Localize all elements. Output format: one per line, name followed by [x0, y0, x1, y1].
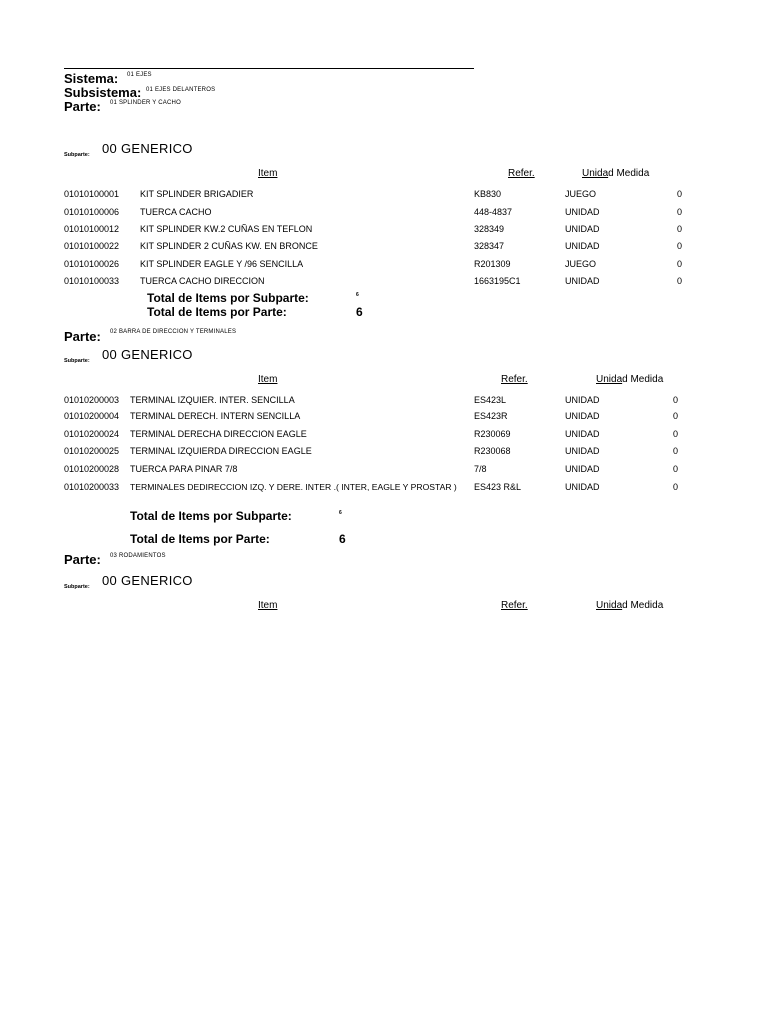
item-code: 01010200004 — [64, 411, 120, 421]
parte-value: 01 SPLINDER Y CACHO — [110, 100, 181, 106]
item-quantity: 0 — [677, 189, 683, 199]
col-header-unidad: Unidad Medida — [596, 374, 664, 385]
total-subparte-value: 6 — [339, 510, 342, 516]
item-code: 01010200003 — [64, 395, 120, 405]
sistema-value: 01 EJES — [127, 72, 152, 78]
item-quantity: 0 — [673, 395, 679, 405]
item-reference: R230068 — [474, 446, 511, 456]
item-unit: UNIDAD — [565, 395, 600, 405]
subparte-label: Subparte: — [64, 584, 90, 590]
parte-label: Parte: — [64, 329, 101, 344]
item-unit: UNIDAD — [565, 411, 600, 421]
item-unit: UNIDAD — [565, 482, 600, 492]
item-quantity: 0 — [673, 482, 679, 492]
item-quantity: 0 — [677, 224, 683, 234]
parte-value: 03 RODAMIENTOS — [110, 553, 166, 559]
item-reference: 328349 — [474, 224, 505, 234]
item-reference: 7/8 — [474, 464, 487, 474]
item-quantity: 0 — [673, 446, 679, 456]
subparte-value: 00 GENERICO — [102, 141, 193, 156]
item-description: TERMINAL DERECH. INTERN SENCILLA — [130, 411, 301, 421]
item-unit: UNIDAD — [565, 446, 600, 456]
item-description: TUERCA CACHO DIRECCION — [140, 276, 265, 286]
item-reference: KB830 — [474, 189, 502, 199]
item-reference: 328347 — [474, 241, 505, 251]
item-description: KIT SPLINDER BRIGADIER — [140, 189, 254, 199]
item-unit: JUEGO — [565, 259, 597, 269]
item-quantity: 0 — [673, 464, 679, 474]
item-code: 01010100026 — [64, 259, 120, 269]
item-description: KIT SPLINDER 2 CUÑAS KW. EN BRONCE — [140, 241, 318, 251]
item-description: KIT SPLINDER EAGLE Y /96 SENCILLA — [140, 259, 304, 269]
item-reference: R201309 — [474, 259, 511, 269]
sistema-label: Sistema: — [64, 71, 119, 86]
total-parte-label: Total de Items por Parte: — [147, 305, 287, 319]
subparte-value: 00 GENERICO — [102, 573, 193, 588]
total-subparte-label: Total de Items por Subparte: — [147, 291, 309, 305]
item-reference: ES423R — [474, 411, 508, 421]
col-header-refer: Refer. — [501, 374, 528, 385]
item-code: 01010200028 — [64, 464, 120, 474]
item-reference: ES423L — [474, 395, 507, 405]
subparte-label: Subparte: — [64, 358, 90, 364]
total-parte-value: 6 — [339, 532, 346, 546]
item-quantity: 0 — [677, 207, 683, 217]
total-parte-label: Total de Items por Parte: — [130, 532, 270, 546]
item-reference: 448-4837 — [474, 207, 513, 217]
col-header-unidad: Unidad Medida — [596, 600, 664, 611]
item-unit: UNIDAD — [565, 276, 600, 286]
col-header-refer: Refer. — [508, 168, 535, 179]
parte-value: 02 BARRA DE DIRECCION Y TERMINALES — [110, 329, 237, 335]
total-subparte-value: 6 — [356, 292, 359, 298]
item-quantity: 0 — [677, 276, 683, 286]
item-quantity: 0 — [673, 411, 679, 421]
col-header-item: Item — [258, 374, 278, 385]
item-unit: JUEGO — [565, 189, 597, 199]
item-code: 01010200025 — [64, 446, 120, 456]
subsistema-label: Subsistema: — [64, 85, 142, 100]
item-description: TUERCA PARA PINAR 7/8 — [130, 464, 238, 474]
col-header-unidad: Unidad Medida — [582, 168, 650, 179]
item-code: 01010200024 — [64, 429, 120, 439]
item-description: TERMINAL IZQUIERDA DIRECCION EAGLE — [130, 446, 312, 456]
item-description: KIT SPLINDER KW.2 CUÑAS EN TEFLON — [140, 224, 313, 234]
item-unit: UNIDAD — [565, 464, 600, 474]
item-unit: UNIDAD — [565, 429, 600, 439]
total-parte-value: 6 — [356, 305, 363, 319]
header-rule — [64, 68, 474, 69]
item-quantity: 0 — [677, 241, 683, 251]
parte-label: Parte: — [64, 552, 101, 567]
item-reference: R230069 — [474, 429, 511, 439]
subparte-label: Subparte: — [64, 152, 90, 158]
item-code: 01010100001 — [64, 189, 120, 199]
item-description: TERMINALES DEDIRECCION IZQ. Y DERE. INTER .( INTER, EAGLE Y PROSTAR ) — [130, 482, 457, 492]
item-unit: UNIDAD — [565, 224, 600, 234]
item-description: TERMINAL DERECHA DIRECCION EAGLE — [130, 429, 307, 439]
parte-label: Parte: — [64, 99, 101, 114]
subparte-value: 00 GENERICO — [102, 347, 193, 362]
col-header-refer: Refer. — [501, 600, 528, 611]
col-header-item: Item — [258, 168, 278, 179]
item-quantity: 0 — [673, 429, 679, 439]
item-reference: 1663195C1 — [474, 276, 521, 286]
item-code: 01010100006 — [64, 207, 120, 217]
subsistema-value: 01 EJES DELANTEROS — [146, 87, 216, 93]
item-unit: UNIDAD — [565, 207, 600, 217]
total-subparte-label: Total de Items por Subparte: — [130, 509, 292, 523]
item-unit: UNIDAD — [565, 241, 600, 251]
item-quantity: 0 — [677, 259, 683, 269]
item-reference: ES423 R&L — [474, 482, 522, 492]
item-code: 01010100012 — [64, 224, 120, 234]
col-header-item: Item — [258, 600, 278, 611]
item-code: 01010100022 — [64, 241, 120, 251]
item-description: TERMINAL IZQUIER. INTER. SENCILLA — [130, 395, 295, 405]
item-description: TUERCA CACHO — [140, 207, 212, 217]
item-code: 01010100033 — [64, 276, 120, 286]
item-code: 01010200033 — [64, 482, 120, 492]
